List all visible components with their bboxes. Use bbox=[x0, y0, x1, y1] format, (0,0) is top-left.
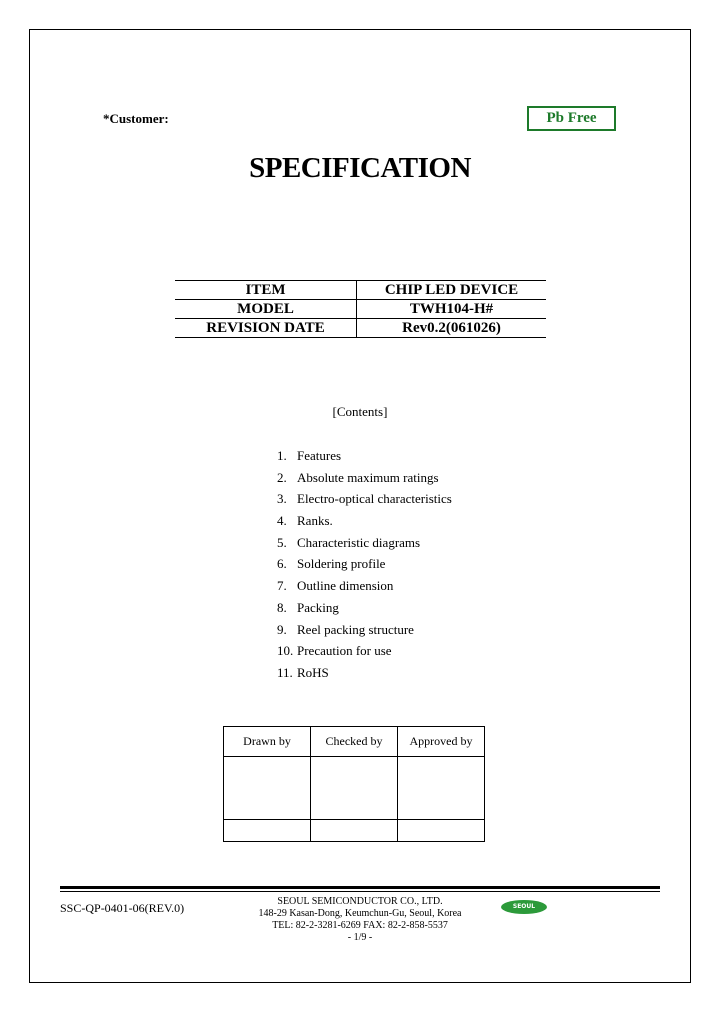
item-number: 7. bbox=[277, 578, 287, 594]
drawn-by-date bbox=[224, 820, 311, 842]
item-text: Precaution for use bbox=[297, 643, 392, 659]
customer-label: *Customer: bbox=[103, 111, 169, 126]
company-address: 148-29 Kasan-Dong, Keumchun-Gu, Seoul, Korea bbox=[258, 908, 462, 919]
company-phone: TEL: 82-2-3281-6269 FAX: 82-2-858-5537 bbox=[272, 920, 448, 931]
list-item bbox=[277, 621, 452, 643]
contents-heading: [Contents] bbox=[332, 404, 388, 419]
signoff-header-row bbox=[224, 727, 485, 757]
page-number: - 1/9 - bbox=[347, 932, 373, 943]
drawn-by-signature bbox=[224, 757, 311, 820]
drawn-by-label: Drawn by bbox=[224, 727, 311, 757]
list-item bbox=[277, 664, 452, 686]
list-item bbox=[277, 512, 452, 534]
checked-by-signature bbox=[311, 757, 398, 820]
info-label: ITEM bbox=[175, 281, 357, 300]
list-item bbox=[277, 469, 452, 491]
signoff-signature-row bbox=[224, 757, 485, 820]
list-item bbox=[277, 555, 452, 577]
approved-by-signature bbox=[398, 757, 485, 820]
item-number: 10. bbox=[277, 643, 294, 659]
item-number: 2. bbox=[277, 469, 287, 485]
contents-list bbox=[277, 447, 452, 686]
item-number: 3. bbox=[277, 491, 287, 507]
list-item bbox=[277, 577, 452, 599]
item-number: 1. bbox=[277, 448, 287, 463]
item-text: Ranks. bbox=[297, 513, 333, 529]
footer-rule-thin bbox=[60, 891, 660, 892]
info-label: MODEL bbox=[175, 300, 357, 319]
info-value: CHIP LED DEVICE bbox=[384, 282, 519, 298]
checked-by-date bbox=[311, 820, 398, 842]
footer-rule-thick bbox=[60, 886, 660, 889]
item-text: Absolute maximum ratings bbox=[297, 469, 439, 485]
company-name: SEOUL SEMICONDUCTOR CO., LTD. bbox=[277, 896, 443, 907]
list-item bbox=[277, 534, 452, 556]
signoff-date-row bbox=[224, 820, 485, 842]
seoul-logo-icon: SEOUL bbox=[501, 900, 547, 914]
item-text: Packing bbox=[297, 599, 339, 615]
info-row-item bbox=[175, 281, 546, 300]
list-item bbox=[277, 490, 452, 512]
list-item bbox=[277, 642, 452, 664]
item-text: RoHS bbox=[297, 664, 329, 680]
item-number: 6. bbox=[277, 556, 287, 572]
item-text: Outline dimension bbox=[297, 578, 394, 594]
document-number: SSC-QP-0401-06(REV.0) bbox=[60, 901, 185, 915]
info-label: REVISION DATE bbox=[175, 319, 357, 338]
item-text: Features bbox=[297, 448, 342, 463]
info-row-model bbox=[175, 300, 546, 319]
item-number: 8. bbox=[277, 599, 287, 615]
list-item bbox=[277, 599, 452, 621]
company-block bbox=[0, 896, 720, 944]
info-row-revision bbox=[175, 319, 546, 338]
item-text: Characteristic diagrams bbox=[297, 534, 421, 550]
checked-by-label: Checked by bbox=[311, 727, 398, 757]
info-value: Rev0.2(061026) bbox=[402, 320, 501, 336]
document-title: SPECIFICATION bbox=[249, 152, 471, 184]
info-value: TWH104-H# bbox=[409, 301, 494, 317]
item-number: 4. bbox=[277, 513, 287, 529]
item-number: 5. bbox=[277, 534, 287, 550]
list-item bbox=[277, 447, 452, 469]
approved-by-label: Approved by bbox=[398, 727, 485, 757]
item-text: Reel packing structure bbox=[297, 621, 414, 637]
signoff-table bbox=[223, 726, 485, 842]
item-text: Electro-optical characteristics bbox=[297, 491, 452, 507]
info-table bbox=[175, 280, 546, 338]
item-number: 9. bbox=[277, 621, 287, 637]
item-number: 11. bbox=[277, 664, 293, 680]
pb-free-badge: Pb Free bbox=[527, 106, 616, 131]
item-text: Soldering profile bbox=[297, 556, 386, 572]
approved-by-date bbox=[398, 820, 485, 842]
